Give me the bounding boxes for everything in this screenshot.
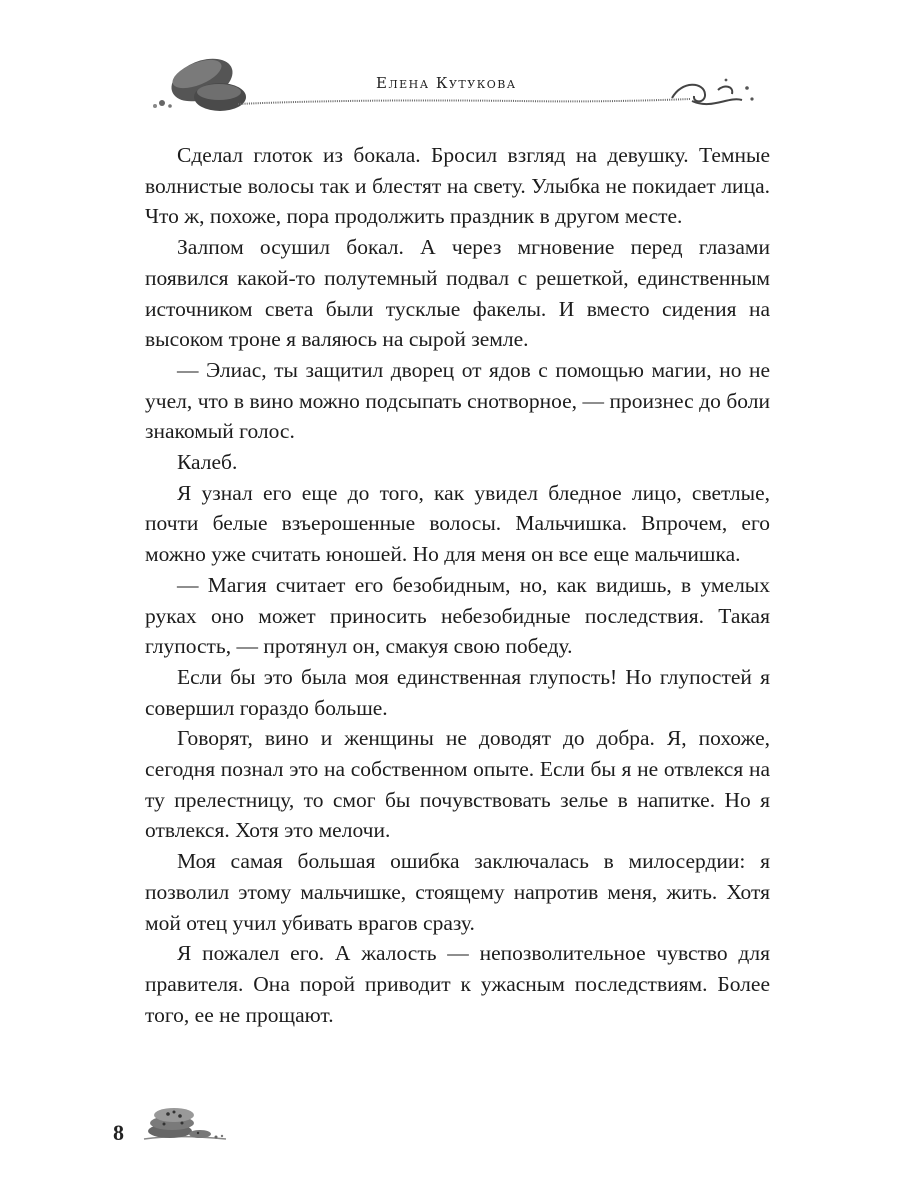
swirl-icon [672, 85, 742, 104]
paragraph: Если бы это была моя единственная глупость! Но глупостей я совершил гораздо больше. [145, 664, 770, 720]
running-title: Елена Кутукова [376, 74, 517, 92]
page-number: 8 [113, 1120, 124, 1145]
paragraph: Я узнал его еще до того, как увидел бледное лицо, светлые, почти белые взъерошенные волосы. Мальчишка. Впрочем, его можно уже считать юношей. Но для меня он все еще мальчишка. [145, 480, 770, 567]
paragraph: Калеб. [177, 450, 238, 475]
paragraph: — Магия считает его безобидным, но, как видишь, в умелых руках оно может приносить небезобидные последствия. Такая глупость, — протянул он, смакуя свою победу. [145, 572, 770, 659]
macaron-icon [153, 50, 246, 111]
body-text [145, 140, 770, 1030]
page-header [0, 0, 900, 130]
paragraph: Сделал глоток из бокала. Бросил взгляд на девушку. Темные волнистые волосы так и блестят на свету. Улыбка не покидает лица. Что ж, похоже, пора продолжить праздник в другом месте. [145, 143, 770, 229]
paragraph: — Элиас, ты защитил дворец от ядов с помощью магии, но не учел, что в вино можно подсыпать снотворное, — произнес до боли знакомый голос. [145, 357, 770, 444]
paragraph: Залпом осушил бокал. А через мгновение перед глазами появился какой-то полутемный подвал с решеткой, единственным источником света были тусклые факелы. И вместо сидения на высоком троне я валяюсь на сырой земле. [145, 235, 770, 352]
paragraph: Говорят, вино и женщины не доводят до добра. Я, похоже, сегодня познал это на собственном опыте. Если бы я не отвлекся на ту прелестницу, то смог бы почувствовать зелье в напитке. Но я отвлекся. Хотя это мелочи. [145, 726, 770, 843]
paragraph: Моя самая большая ошибка заключалась в милосердии: я позволил этому мальчишке, стоящему напротив меня, жить. Хотя мой отец учил убивать врагов сразу. [145, 849, 770, 935]
cookies-icon [140, 1103, 230, 1148]
header-decoration [0, 0, 900, 130]
paragraph: Я пожалел его. А жалость — непозволительное чувство для правителя. Она порой приводит к ужасным последствиям. Более того, ее не прощают. [145, 941, 770, 1027]
